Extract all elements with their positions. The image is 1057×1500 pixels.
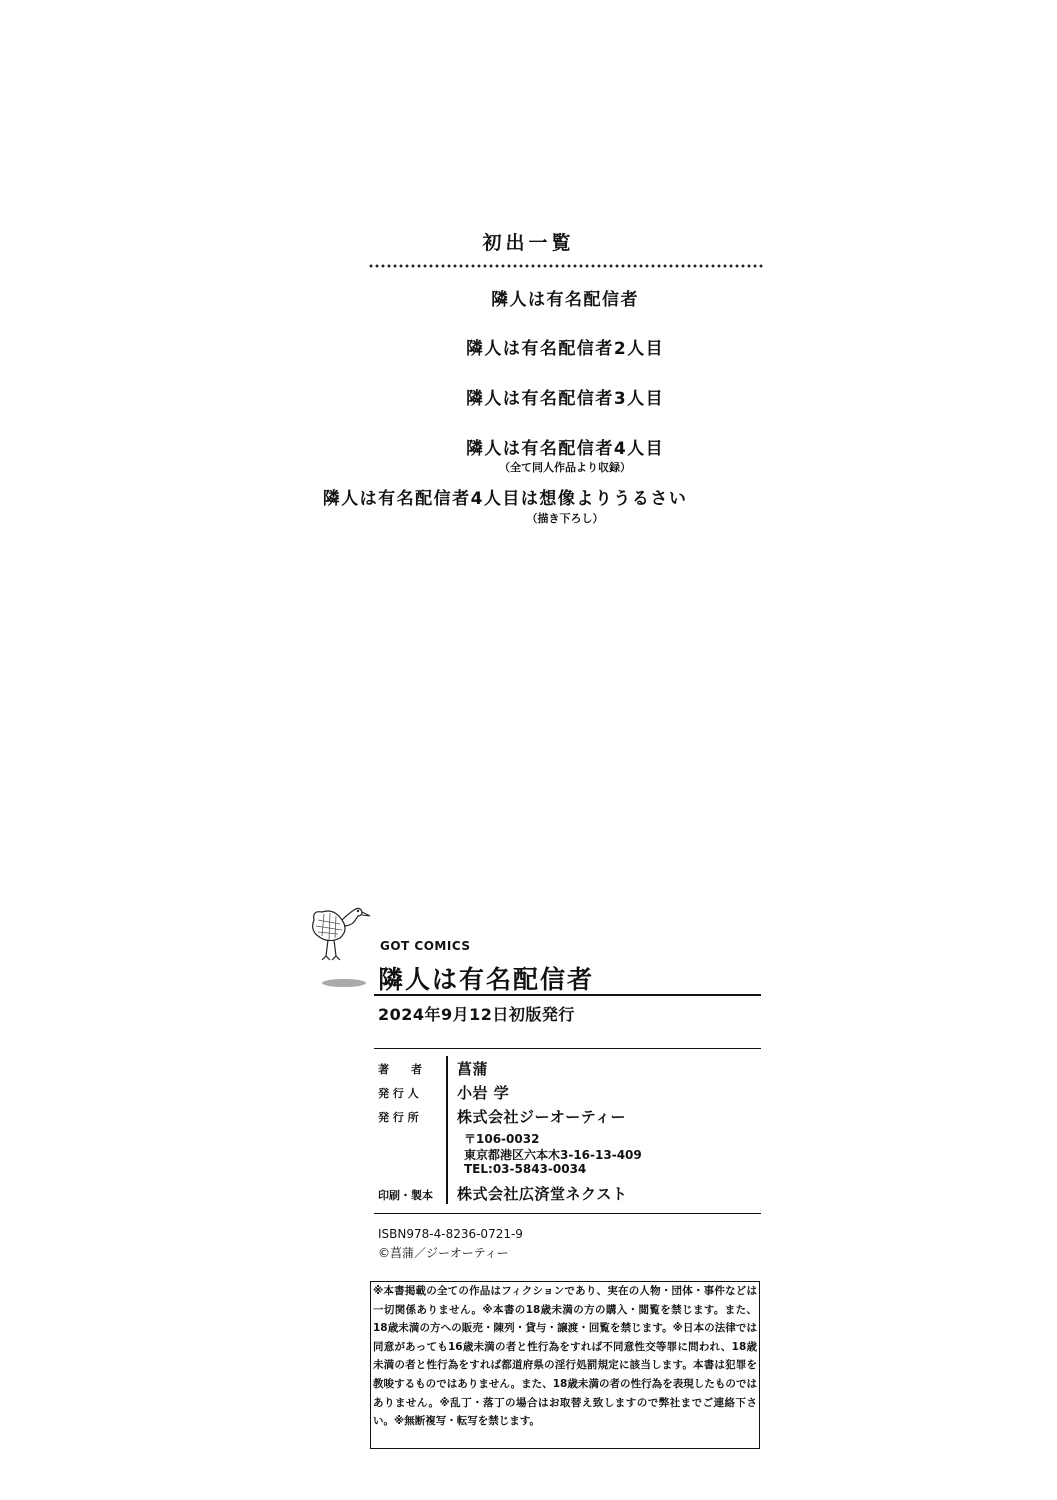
publication-date: 2024年9月12日初版発行 — [378, 1005, 575, 1024]
credits-bottom-rule — [374, 1213, 761, 1214]
dotted-divider — [368, 264, 763, 268]
street-address: 東京都港区六本木3-16-13-409 — [464, 1148, 642, 1162]
book-title: 隣人は有名配信者 — [378, 965, 595, 994]
publisher-person-label: 発 行 人 — [378, 1087, 419, 1100]
publisher-bird-logo — [304, 900, 374, 990]
work-note-5: （描き下ろし） — [526, 512, 604, 525]
credits-separator — [446, 1056, 448, 1204]
printer-value: 株式会社広済堂ネクスト — [457, 1185, 628, 1203]
series-name: GOT COMICS — [380, 939, 471, 953]
publisher-person-value: 小岩 学 — [457, 1084, 510, 1102]
work-title-4: 隣人は有名配信者4人目 — [465, 439, 665, 459]
first-appearance-heading: 初出一覧 — [482, 232, 575, 254]
postal-code: 〒106-0032 — [464, 1132, 540, 1146]
work-title-3: 隣人は有名配信者3人目 — [465, 389, 665, 409]
title-rule — [374, 994, 761, 996]
telephone: TEL:03-5843-0034 — [464, 1162, 587, 1176]
author-value: 菖蒲 — [457, 1060, 489, 1078]
isbn: ISBN978-4-8236-0721-9 — [378, 1227, 523, 1241]
credits-top-rule — [374, 1048, 761, 1049]
disclaimer-text: ※本書掲載の全ての作品はフィクションであり、実在の人物・団体・事件などは一切関係ありません。※本書の18歳未満の方の購入・閲覧を禁じます。また、18歳未満の方への販売・陳列・貸与・譲渡・回覧を禁じます。※日本の法律では同意があっても16歳未満の者と性行為をすれば不同意性交等罪に問われ、18歳未満の者と性行為をすれば都道府県の淫行処罰規定に該当します。本書は犯罪を教唆するものではありません。また、18歳未満の者の性行為を表現したものではありません。※乱丁・落丁の場合はお取替え致しますので弊社までご連絡下さい。※無断複写・転写を禁じます。 — [373, 1285, 757, 1428]
publisher-label: 発 行 所 — [378, 1111, 419, 1124]
copyright: ©菖蒲／ジーオーティー — [378, 1246, 509, 1260]
work-title-2: 隣人は有名配信者2人目 — [465, 339, 665, 359]
work-note-4: （全て同人作品より収録） — [499, 461, 631, 474]
publisher-value: 株式会社ジーオーティー — [457, 1108, 627, 1126]
printer-label: 印刷・製本 — [378, 1189, 433, 1202]
work-title-5: 隣人は有名配信者4人目は想像よりうるさい — [322, 489, 688, 509]
author-label: 著 者 — [378, 1063, 422, 1076]
work-title-1: 隣人は有名配信者 — [491, 290, 639, 310]
